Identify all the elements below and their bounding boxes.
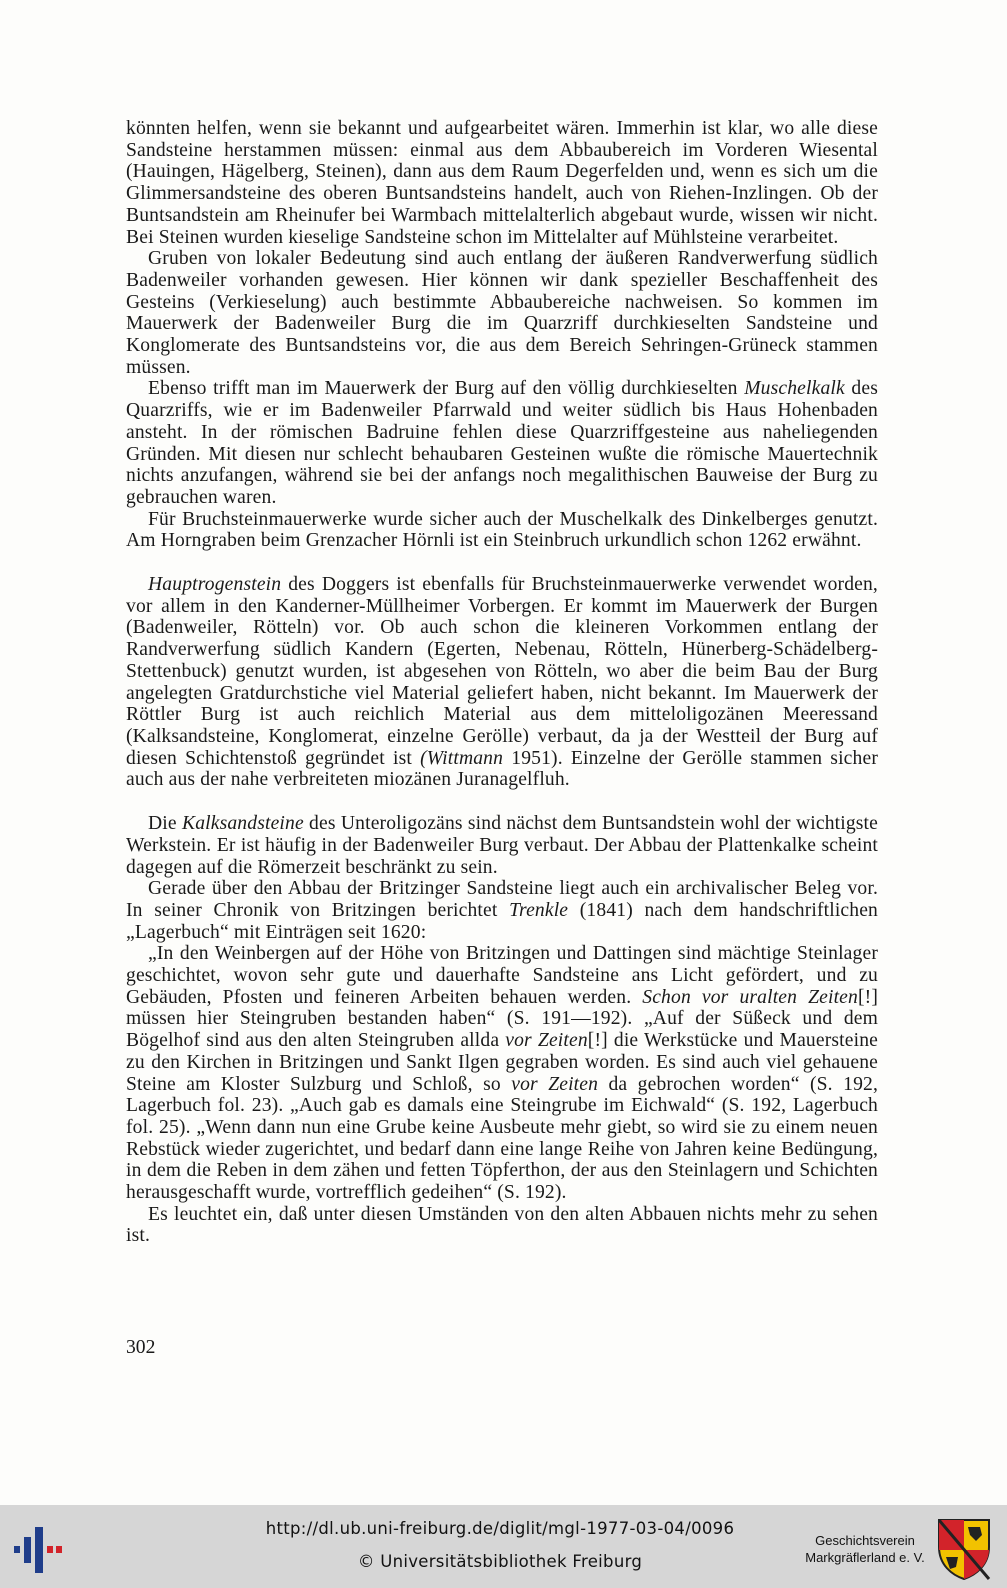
- paragraph: Hauptrogenstein des Doggers ist ebenfalls für Bruchsteinmauerwerke verwendet worden, vor allem in den Kanderner-Müllheimer Vorbergen. Er kommt im Mauerwerk der Burgen (Badenweiler, Rötteln) vor. Ob auch schon die kleineren Vorkommen entlang der Randverwerfung südlich Kandern (Egerten, Nebenau, Rötteln, Hünerberg-Schädelberg-Stettenbuck) genutzt wurden, ist abgesehen von Rötteln, wo aber die beim Bau der Burg angelegten Gratdurchstiche viel Material geliefert haben, nicht bekannt. Im Mauerwerk der Röttler Burg ist auch reichlich Material aus dem mitteloligozänen Meeressand (Kalksandsteine, Konglomerat, einzelne Gerölle) verbaut, da ja der Westteil der Burg auf diesen Schichtenstoß gegründet ist (Wittmann 1951). Einzelne der Gerölle stammen sicher auch aus der nahe verbreiteten miozänen Juranagelfluh.: [126, 574, 878, 791]
- paragraph: Gruben von lokaler Bedeutung sind auch entlang der äußeren Randverwerfung südlich Badenweiler vorhanden gewesen. Hier können wir dank spezieller Beschaffenheit des Gesteins (Verkieselung) auch bestimmte Abbaubereiche nachweisen. So kommen im Mauerwerk der Badenweiler Burg die im Quarzriff durchkieselten Sandsteine und Konglomerate des Buntsandsteins vor, die aus dem Bereich Sehringen-Grüneck stammen müssen.: [126, 248, 878, 378]
- paragraph: Es leuchtet ein, daß unter diesen Umständen von den alten Abbauen nichts mehr zu sehen ist.: [126, 1203, 878, 1247]
- document-url-link[interactable]: http://dl.ub.uni-freiburg.de/diglit/mgl-1977-03-04/0096: [265, 1519, 735, 1538]
- publisher-name-line-1: Geschichtsverein: [815, 1533, 915, 1548]
- text-section-1: [126, 118, 878, 552]
- publisher-name-line-2: Markgräflerland e. V.: [805, 1550, 925, 1565]
- page-number: 302: [126, 1337, 156, 1358]
- coat-of-arms-icon[interactable]: [936, 1517, 992, 1581]
- text-section-3: [126, 813, 878, 1247]
- text-section-2: [126, 574, 878, 791]
- viewer-footer: [0, 1505, 1007, 1588]
- paragraph: Ebenso trifft man im Mauerwerk der Burg auf den völlig durchkieselten Muschelkalk des Quarzriffs, wie er im Badenweiler Pfarrwald und weiter südlich bis Haus Hohenbaden ansteht. In der römischen Badruine fehlen diese Quarzriffgesteine aus naheliegenden Gründen. Mit diesen nur schlecht behaubaren Gesteinen wußte die römische Mauertechnik nichts anzufangen, während sie bei der anfangs noch megalithischen Bauweise der Burg zu gebrauchen waren.: [126, 378, 878, 508]
- paragraph: „In den Weinbergen auf der Höhe von Britzingen und Dattingen sind mächtige Steinlager geschichtet, wovon sehr gute und dauerhafte Sandsteine ans Licht gefördert, und zu Gebäuden, Pfosten und feineren Arbeiten behauen werden. Schon vor uralten Zeiten[!] müssen hier Steingruben bestanden haben“ (S. 191—192). „Auf der Süßeck und dem Bögelhof sind aus den alten Steingruben allda vor Zeiten[!] die Werkstücke und Mauersteine zu den Kirchen in Britzingen und Sankt Ilgen gegraben worden. Es sind auch viel gehauene Steine am Kloster Sulzburg und Schloß, so vor Zeiten da gebrochen worden“ (S. 192, Lagerbuch fol. 23). „Auch gab es damals eine Steingrube im Eichwald“ (S. 192, Lagerbuch fol. 25). „Wenn dann nun eine Grube keine Ausbeute mehr giebt, so wird sie zu einem neuen Rebstück wieder zugerichtet, und bedarf dann eine lange Reihe von Jahren keine Bedüngung, in dem die Reben in dem zähen und fetten Töpferthon, der aus den Steinlagern und Schichten herausgeschafft wurde, vortrefflich gedeihen“ (S. 192).: [126, 943, 879, 1204]
- paragraph: Die Kalksandsteine des Unteroligozäns sind nächst dem Buntsandstein wohl der wichtigste Werkstein. Er ist häufig in der Badenweiler Burg verbaut. Der Abbau der Plattenkalke scheint dagegen auf die Römerzeit beschränkt zu sein.: [126, 813, 878, 878]
- copyright-notice: © Universitätsbibliothek Freiburg: [357, 1552, 643, 1571]
- paragraph: Für Bruchsteinmauerwerke wurde sicher auch der Muschelkalk des Dinkelberges genutzt. Am Horngraben beim Grenzacher Hörnli ist ein Steinbruch urkundlich schon 1262 erwähnt.: [126, 508, 878, 552]
- publisher-name: [800, 1532, 930, 1566]
- ub-freiburg-logo-icon[interactable]: [10, 1525, 64, 1575]
- paragraph: Gerade über den Abbau der Britzinger Sandsteine liegt auch ein archivalischer Beleg vor. In seiner Chronik von Britzingen berichtet Trenkle (1841) nach dem handschriftlichen „Lagerbuch“ mit Einträgen seit 1620:: [126, 878, 879, 943]
- body-text: [126, 118, 878, 1247]
- paragraph: könnten helfen, wenn sie bekannt und aufgearbeitet wären. Immerhin ist klar, wo alle diese Sandsteine herstammen müssen: einmal aus dem Abbaubereich im Vorderen Wiesental (Hauingen, Hägelberg, Steinen), dann aus dem Raum Degerfelden und, wenn es sich um die Glimmersandsteine des oberen Buntsandsteins handelt, auch von Riehen-Inzlingen. Ob der Buntsandstein am Rheinufer bei Warmbach mittelalterlich abgebaut wurde, wissen wir nicht. Bei Steinen wurden kieselige Sandsteine schon im Mittelalter auf Mühlsteine verarbeitet.: [126, 118, 878, 248]
